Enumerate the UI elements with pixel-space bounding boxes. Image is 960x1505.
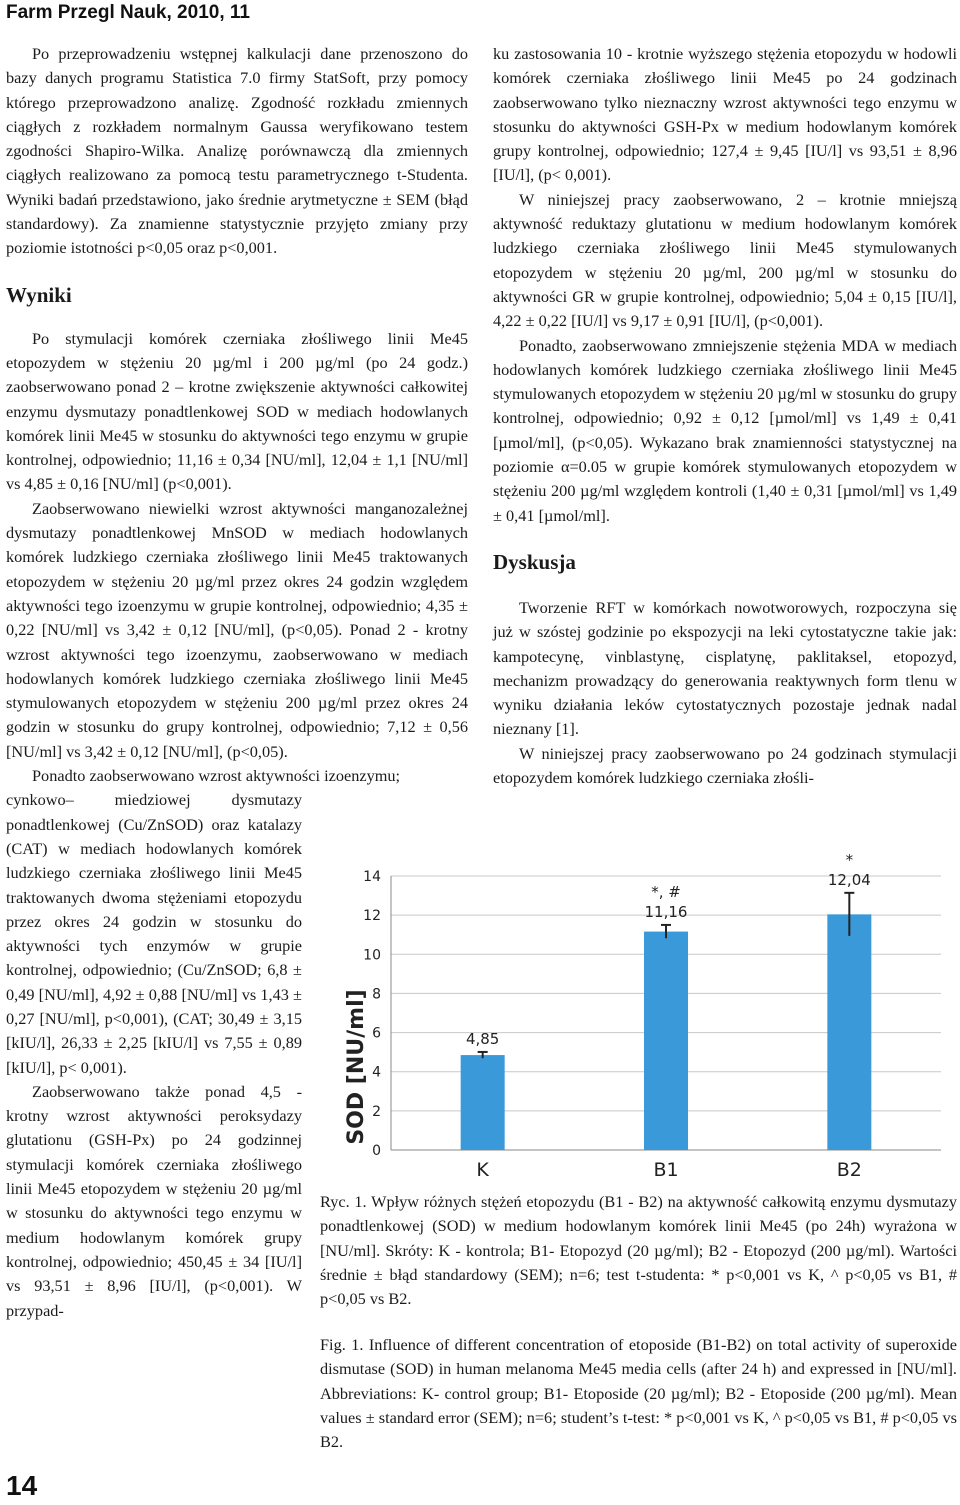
results-paragraph-6: W niniejszej pracy zaobserwowano, 2 – krotnie mniejszą aktywność reduktazy glutationu w medium hodowlanym komórek ludzkiego czerniaka złośliwego linii Me45 stymulowanych etopozydem w stężeniu 20 µg/ml, 200 µg/ml w stosunku do aktywności GR w grupie kontrolnej, odpowiednio; 5,04 ± 0,15 [IU/l], 4,22 ± 0,22 [IU/l] vs 9,17 ± 0,91 [IU/l], (p<0,001). xyxy=(493,189,957,331)
figure-caption-en: Fig. 1. Influence of different concentration of etoposide (B1-B2) on total activity of superoxide dismutase (SOD) in human melanoma Me45 media cells (after 24 h) and expressed in [NU/ml]. Abbreviations: K- control group; B1- Etoposide (20 µg/ml); B2 - Etoposide (200 µg/ml). Mean values ± standard error (SEM); n=6; student’s t-test: * p<0,001 vs K, ^ p<0,05 vs B1, # p<0,05 vs B2. xyxy=(320,1335,957,1452)
y-tick-label: 2 xyxy=(372,1103,381,1120)
results-paragraph-2: Zaobserwowano niewielki wzrost aktywności manganozależnej dysmutazy ponadtlenkowej MnSOD w mediach hodowlanych komórek ludzkiego czerniaka złośliwego linii Me45 traktowanych etopozydem w stężeniu 20 µg/ml przez okres 24 godzin względem aktywności tego izoenzymu w grupie kontrolnej, odpowiednio; 4,35 ± 0,22 [NU/ml] vs 3,42 ± 0,12 [NU/ml], (p<0,05). Ponad 2 - krotny wzrost aktywności tego izoenzymu, zaobserwowano w mediach hodowlanych komórek ludzkiego czerniaka złośliwego linii Me45 stymulowanych etopozydem w stężeniu 200 µg/ml przez okres 24 godzin w stosunku do grupy kontrolnej, odpowiednio; 7,12 ± 0,56 [NU/ml] vs 3,42 ± 0,12 [NU/ml], (p<0,05). xyxy=(6,498,468,761)
category-label: B2 xyxy=(836,1159,862,1181)
chart-svg xyxy=(321,850,955,1186)
significance-label: *, # xyxy=(651,882,681,901)
discussion-paragraph-1: Tworzenie RFT w komórkach nowotworowych, rozpoczyna się już w szóstej godzinie po ekspozycji na leki cytostatyczne takie jak: kampotecynę, vinblastynę, cisplatynę, paklitaksel, etopozyd, mechanizm prowadzący do generowania reaktywnych form tlenu w wyniku działania leków cytostatycznych pozostaje jednak nadal nieznany [1]. xyxy=(493,597,957,739)
methods-paragraph: Po przeprowadzeniu wstępnej kalkulacji dane przenoszono do bazy danych programu Statistica 7.0 firmy StatSoft, przy pomocy którego przeprowadzono analizę. Zgodność rozkładu zmiennych ciągłych z rozkładem normalnym Gaussa weryfikowano testem zgodności Shapiro-Wilka. Analizę porównawczą dla zmiennych ciągłych realizowano za pomocą testu parametrycznego t-Studenta. Wyniki badań przedstawiono, jako średnie arytmetyczne ± SEM (błąd standardowy). Za znamienne statystycznie przyjęto zmiany przy poziomie istotności p<0,05 oraz p<0,001. xyxy=(6,44,468,258)
results-paragraph-1: Po stymulacji komórek czerniaka złośliwego linii Me45 etopozydem w stężeniu 20 µg/ml i 200 µg/ml (po 24 godz.) zaobserwowano ponad 2 – krotne zwiększenie aktywności całkowitej enzymu dysmutazy ponadtlenkowej SOD w mediach hodowlanych komórek linii Me45 w stosunku do aktywności tego enzymu w grupie kontrolnej, odpowiednio; 11,16 ± 0,34 [NU/ml], 12,04 ± 1,1 [NU/ml] vs 4,85 ± 0,16 [NU/ml] (p<0,001). xyxy=(6,328,468,494)
y-tick-label: 0 xyxy=(372,1143,381,1159)
chart-ylabel: SOD [NU/ml] xyxy=(344,989,369,1145)
results-paragraph-4: Zaobserwowano także ponad 4,5 - krotny wzrost aktywności peroksydazy glutationu (GSH-Px) po 24 godzinnej stymulacji komórek czerniaka złośliwego linii Me45 etopozydem w stężeniu 20 µg/ml w stosunku do aktywności tego enzymu w medium hodowlanym komórek grupy kontrolnej, odpowiednio; 450,45 ± 34 [IU/l] vs 93,51 ± 8,96 [IU/l], (p<0,001). W przypad- xyxy=(6,1081,302,1320)
value-label: 11,16 xyxy=(644,902,688,921)
bar-b2 xyxy=(827,914,871,1150)
journal-header: Farm Przegl Nauk, 2010, 11 xyxy=(6,2,250,23)
y-tick-label: 8 xyxy=(372,986,381,1003)
y-tick-label: 4 xyxy=(372,1064,381,1081)
significance-label: * xyxy=(845,850,854,869)
narrow-text-block xyxy=(6,788,302,1323)
page-number: 14 xyxy=(6,1470,38,1501)
y-tick-label: 10 xyxy=(363,947,381,964)
y-tick-label: 14 xyxy=(363,869,381,885)
discussion-heading: Dyskusja xyxy=(493,549,576,574)
results-heading: Wyniki xyxy=(6,282,72,307)
results-paragraph-7: Ponadto, zaobserwowano zmniejszenie stężenia MDA w mediach hodowlanych komórek ludzkiego czerniaka złośliwego linii Me45 stymulowanych etopozydem w stężeniu 20 µg/ml w stosunku do grupy kontrolnej, odpowiednio; 0,92 ± 0,12 [µmol/ml] vs 1,49 ± 0,41 [µmol/ml], (p<0,05). Wykazano brak znamienności statystycznej na poziomie α=0.05 w grupie komórek stymulowanych etopozydem w stężeniu 200 µg/ml względem kontroli (1,40 ± 0,31 [µmol/ml] vs 1,49 ± 0,41 [µmol/ml]. xyxy=(493,335,957,525)
results-paragraph-3-cont: cynkowo– miedziowej dysmutazy ponadtlenkowej (Cu/ZnSOD) oraz katalazy (CAT) w mediach hodowlanych komórek ludzkiego czerniaka złośliwego linii Me45 traktowanych dwoma stężeniami etopozydu przez okres 24 godzin w stosunku do aktywności tych enzymów w grupie kontrolnej, odpowiednio; (Cu/ZnSOD; 6,8 ± 0,49 [NU/ml], 4,92 ± 0,88 [NU/ml] vs 1,43 ± 0,27 [NU/ml], p<0,001), (CAT; 30,49 ± 3,15 [kIU/l], 26,33 ± 2,25 [kIU/l] vs 7,55 ± 0,89 [kIU/l], p< 0,001). xyxy=(6,790,302,1077)
category-label: K xyxy=(476,1159,489,1181)
right-column xyxy=(493,42,957,790)
results-paragraph-5-cont: ku zastosowania 10 - krotnie wyższego stężenia etopozydu w hodowli komórek czerniaka złośliwego linii Me45 po 24 godzinach zaobserwowano tylko nieznaczny wzrost aktywności tego enzymu w stosunku do aktywności GSH-Px w medium hodowlanym komórek grupy kontrolnej, odpowiednio; 127,4 ± 9,45 [IU/l] vs 93,51 ± 8,96 [IU/l], (p< 0,001). xyxy=(493,44,957,185)
results-paragraph-3-start: Ponadto zaobserwowano wzrost aktywności izoenzymu; xyxy=(32,766,401,786)
y-tick-label: 6 xyxy=(372,1025,381,1042)
figure-caption-pl: Ryc. 1. Wpływ różnych stężeń etopozydu (B1 - B2) na aktywność całkowitą enzymu dysmutazy ponadtlenkowej (SOD) w medium hodowlanym komórek linii Me45 (po 24h) wyrażona w [NU/ml]. Skróty: K - kontrola; B1- Etopozyd (20 µg/ml); B2 - Etopozyd (200 µg/ml). Wartości średnie ± błąd standardowy (SEM); n=6; test t-studenta: * p<0,001 vs K, ^ p<0,05 vs B1, # p<0,05 vs B2. xyxy=(320,1192,957,1309)
sod-bar-chart xyxy=(321,850,955,1186)
bar-b1 xyxy=(644,932,688,1150)
category-label: B1 xyxy=(653,1159,679,1181)
discussion-paragraph-2: W niniejszej pracy zaobserwowano po 24 godzinach stymulacji etopozydem komórek ludzkiego czerniaka złośli- xyxy=(493,743,957,788)
y-tick-label: 12 xyxy=(363,908,381,925)
bar-k xyxy=(461,1055,505,1150)
value-label: 12,04 xyxy=(827,870,871,889)
value-label: 4,85 xyxy=(465,1029,500,1048)
